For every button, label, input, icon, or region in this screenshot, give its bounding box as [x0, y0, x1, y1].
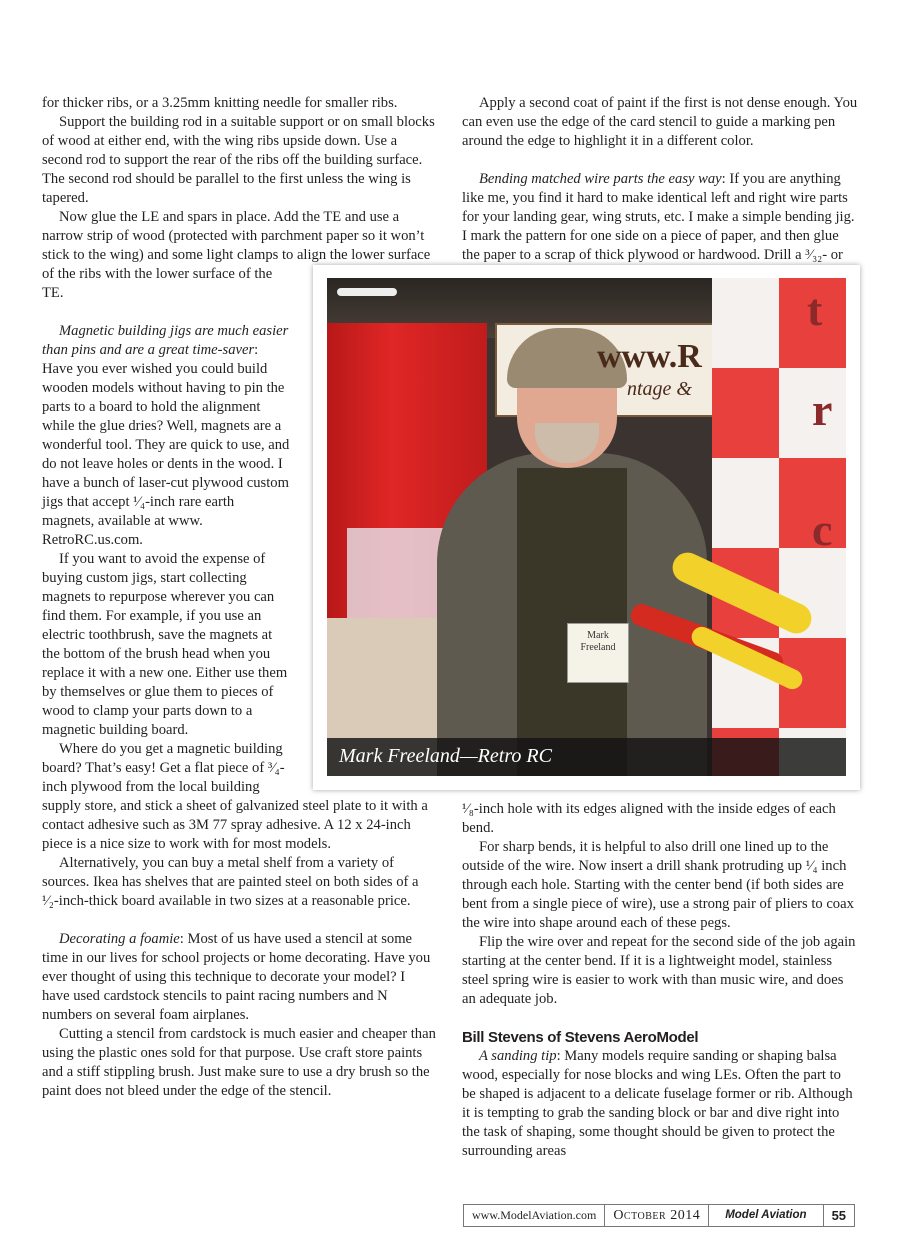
lead-in: Bending matched wire parts the easy way: [479, 171, 722, 187]
lead-in: Decorating a foamie: [59, 931, 180, 947]
page-number: 55: [831, 1208, 847, 1223]
page-footer: [463, 1204, 855, 1227]
photo-mark-freeland: [327, 278, 846, 776]
paragraph: If you want to avoid the expense of buying custom jigs, start collecting magnets to repurpose wherever you can find them. For example, if you use an electric toothbrush, save the magnets at the bottom of the brush head when you replace it with a new one. Either use them by themselves or glue them to pieces of wood to clamp your parts down to a magnetic building board.: [42, 551, 288, 738]
paragraph: Cutting a stencil from cardstock is much easier and cheaper than using the plastic ones sold for that purpose. Use craft store paints and a stiff stippling brush. Just make sure to use a dry brush so the paint does not bleed under the edge of the stencil.: [42, 1026, 436, 1099]
paragraph: For sharp bends, it is helpful to also drill one lined up to the outside of the wire. Now insert a drill shank protruding up ¹⁄₄ inch through each hole. Starting with the center bend (if both sides are bent from a single piece of wire), use a strong pair of pliers to coax the wire into shape around each of these pegs.: [462, 839, 854, 931]
badge-name2: Freeland: [580, 642, 616, 653]
section-heading: Bill Stevens of Stevens AeroModel: [462, 1029, 699, 1046]
checker-letter: t: [807, 284, 823, 335]
checker-letter: c: [812, 504, 833, 555]
paragraph-text: : If you are anything like me, you find it hard to make identical left and right wire parts for your landing gear, wing struts, etc. I make a simple bending jig. I mark the pattern for one side on a piece of paper, and then glue the paper to a scrap of thick plywood or hardwood. Drill a ³⁄₃₂- or ¹⁄₈-inch hole with its edges aligned with the inside edges of each bend.: [462, 171, 855, 836]
checker-letter: r: [812, 384, 833, 435]
paragraph: for thicker ribs, or a 3.25mm knitting needle for smaller ribs.: [42, 95, 398, 111]
paragraph: Now glue the LE and spars in place. Add the TE and use a narrow strip of wood (protected with parchment paper so it won’t stick to the wing) and some light clamps to align the lower surface of the ribs with the lower surface of the TE.: [42, 209, 431, 301]
paragraph: Apply a second coat of paint if the first is not dense enough. You can even use the edge of the card stencil to guide a marking pen around the edge to highlight it in a different color.: [462, 95, 858, 149]
paragraph: Alternatively, you can buy a metal shelf from a variety of sources. Ikea has shelves that are painted steel on both sides of a ¹⁄₂-inch-thick board available in two sizes at a reasonable price.: [42, 855, 419, 909]
paragraph-text: : Most of us have used a stencil at some time in our lives for school projects or home decorating. Have you ever thought of using this technique to decorate your model? I have used cardstock stencils to paint racing numbers and N numbers on several foam airplanes.: [42, 931, 431, 1023]
badge-name: Mark: [587, 630, 609, 641]
footer-website: www.ModelAviation.com: [464, 1205, 605, 1226]
paragraph: Where do you get a magnetic building board? That’s easy! Get a flat piece of ³⁄₄-inch plywood from the local building supply store, and stick a sheet of galvanized steel plate to it with a contact adhesive such as 3M 77 spray adhesive. A 12 x 24-inch piece is a nice size to work with for most models.: [42, 741, 428, 852]
paragraph: Flip the wire over and repeat for the second side of the job again starting at the center bend. If it is a lightweight model, stainless steel spring wire is easier to work with than music wire, and does an adequate job.: [462, 934, 856, 1007]
paragraph: Support the building rod in a suitable support or on small blocks of wood at either end, with the wing ribs upside down. Use a second rod to support the rear of the ribs off the building surface. The second rod should be parallel to the first unless the wing is tapered.: [42, 114, 435, 206]
paragraph-text: : Many models require sanding or shaping balsa wood, especially for nose blocks and wing LEs. Often the part to be shaped is adjacent to a delicate fuselage former or rib. Although it is tempting to grab the sanding block or bar and dive right into the task of shaping, some thought should be given to protect the surrounding areas: [462, 1048, 853, 1159]
footer-magazine: Model Aviation: [709, 1205, 823, 1226]
paragraph-text: : Have you ever wished you could build wooden models without having to pin the parts to a board to hold the alignment while the glue dries? Well, magnets are a wonderful tool. They are quick to use, and do not leave holes or dents in the wood. I have a bunch of laser-cut plywood custom jigs that accept ¹⁄₄-inch rare earth magnets, available at www. RetroRC.us.com.: [42, 342, 290, 548]
banner-sub: ntage &: [627, 378, 692, 400]
banner-text: www.R: [597, 338, 702, 375]
photo-frame: [313, 265, 860, 790]
lead-in: Magnetic building jigs are much easier than pins and are a great time-saver: [42, 323, 289, 358]
paragraph-decorating-foamie: [42, 930, 436, 1025]
lead-in: A sanding tip: [479, 1048, 557, 1064]
name-badge: [567, 623, 629, 683]
paragraph-sanding-tip: [462, 1047, 858, 1161]
photo-caption: Mark Freeland—Retro RC: [339, 745, 552, 767]
caption-bar: [327, 738, 846, 776]
footer-issue: October 2014: [605, 1205, 709, 1226]
